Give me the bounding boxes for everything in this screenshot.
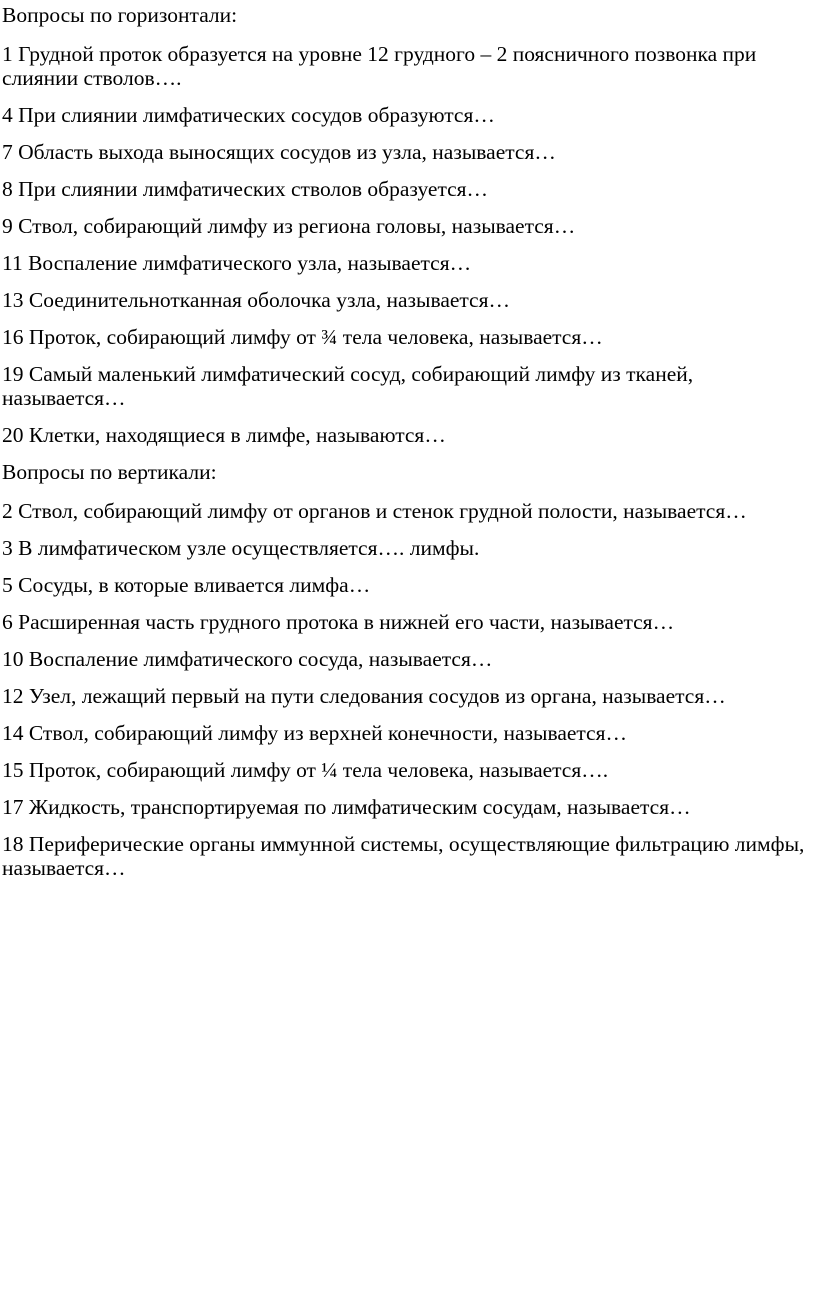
vertical-questions-list — [2, 499, 814, 880]
vertical-question-12: 12 Узел, лежащий первый на пути следования сосудов из органа, называется… — [2, 684, 726, 708]
vertical-question-6: 6 Расширенная часть грудного протока в нижней его части, называется… — [2, 610, 675, 634]
horizontal-question-9: 9 Ствол, собирающий лимфу из региона головы, называется… — [2, 214, 576, 238]
horizontal-questions-heading: Вопросы по горизонтали: — [2, 3, 238, 27]
horizontal-questions-list — [2, 42, 814, 447]
horizontal-question-11: 11 Воспаление лимфатического узла, называется… — [2, 251, 472, 275]
horizontal-question-8: 8 При слиянии лимфатических стволов образуется… — [2, 177, 489, 201]
vertical-question-5: 5 Сосуды, в которые вливается лимфа… — [2, 573, 371, 597]
horizontal-question-7: 7 Область выхода выносящих сосудов из узла, называется… — [2, 140, 556, 164]
horizontal-question-19: 19 Самый маленький лимфатический сосуд, собирающий лимфу из тканей, называется… — [2, 362, 694, 410]
horizontal-question-16: 16 Проток, собирающий лимфу от ¾ тела человека, называется… — [2, 325, 603, 349]
vertical-question-15: 15 Проток, собирающий лимфу от ¼ тела человека, называется…. — [2, 758, 609, 782]
horizontal-question-4: 4 При слиянии лимфатических сосудов образуются… — [2, 103, 495, 127]
vertical-question-2: 2 Ствол, собирающий лимфу от органов и стенок грудной полости, называется… — [2, 499, 747, 523]
horizontal-question-20: 20 Клетки, находящиеся в лимфе, называются… — [2, 423, 446, 447]
horizontal-question-1: 1 Грудной проток образуется на уровне 12 грудного – 2 поясничного позвонка при слиянии стволов…. — [2, 42, 757, 90]
vertical-question-3: 3 В лимфатическом узле осуществляется…. лимфы. — [2, 536, 480, 560]
vertical-question-14: 14 Ствол, собирающий лимфу из верхней конечности, называется… — [2, 721, 627, 745]
horizontal-question-13: 13 Соединительнотканная оболочка узла, называется… — [2, 288, 510, 312]
vertical-question-10: 10 Воспаление лимфатического сосуда, называется… — [2, 647, 493, 671]
vertical-question-18: 18 Периферические органы иммунной системы, осуществляющие фильтрацию лимфы, называется… — [2, 832, 805, 880]
vertical-questions-heading: Вопросы по вертикали: — [2, 460, 217, 484]
vertical-question-17: 17 Жидкость, транспортируемая по лимфатическим сосудам, называется… — [2, 795, 691, 819]
